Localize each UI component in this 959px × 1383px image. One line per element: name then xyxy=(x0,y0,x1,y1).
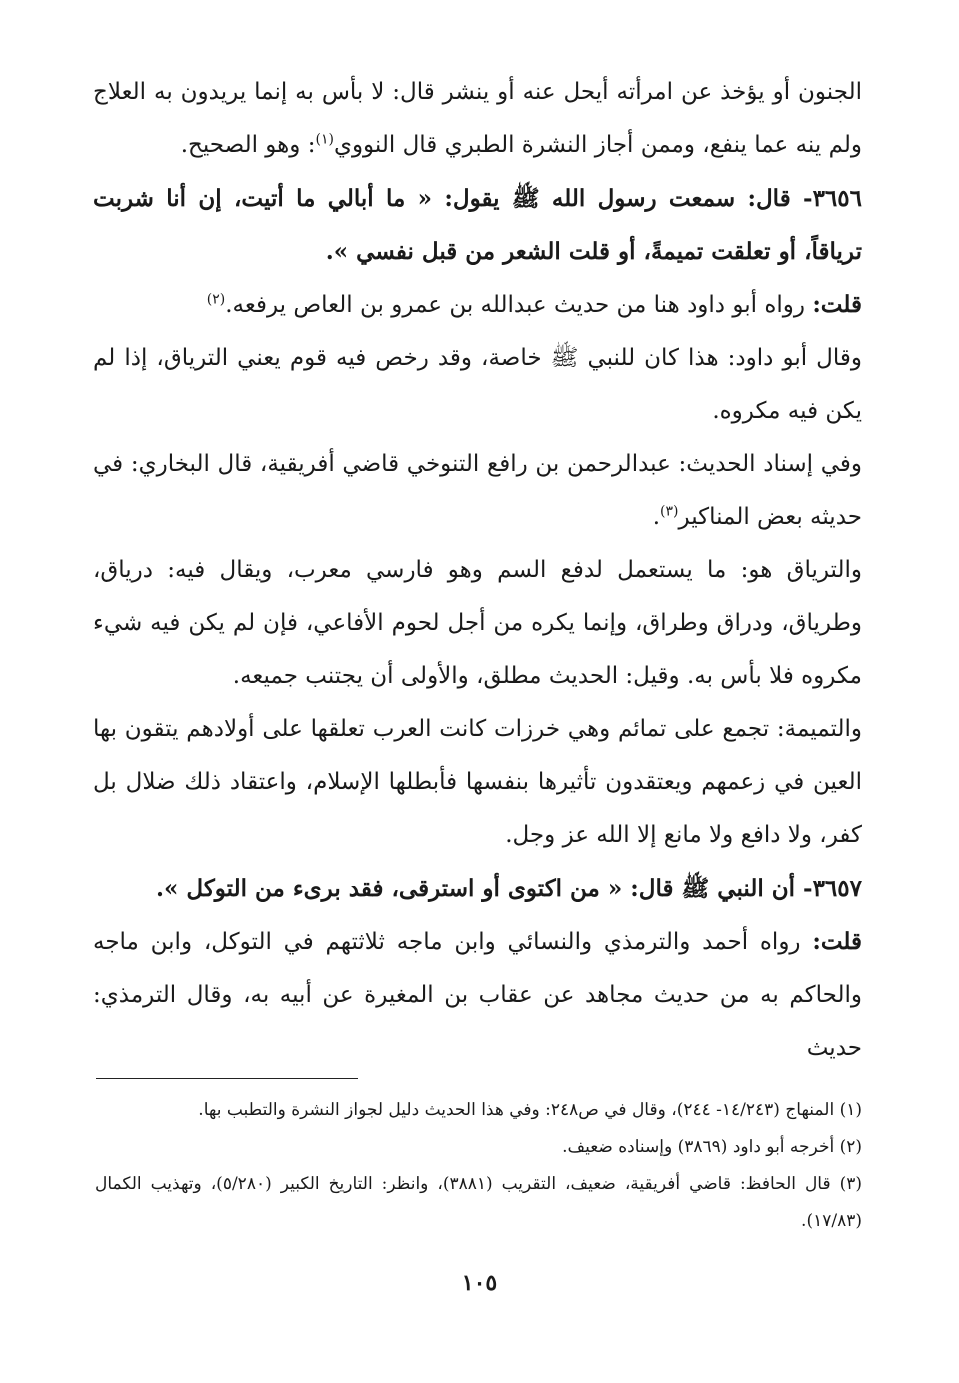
footnote-ref: (١) xyxy=(315,131,334,148)
qultu-label: قلت: xyxy=(812,928,863,955)
paragraph-1 xyxy=(93,66,862,172)
footnote-1: (١) المنهاج (١٤/٢٤٣- ٢٤٤)، وقال في ص٢٤٨: وفي هذا الحديث دليل لجواز النشرة والتطبب بها. xyxy=(198,1100,862,1120)
footnote-2: (٢) أخرجه أبو داود (٣٨٦٩) وإسناده ضعيف. xyxy=(562,1137,862,1157)
paragraph-6 xyxy=(93,544,862,703)
para-text: وفي إسناد الحديث: عبدالرحمن بن رافع التنوخي قاضي أفريقية، قال البخاري: في حديثه بعض المناكير xyxy=(93,451,862,530)
paragraph-5 xyxy=(93,438,862,544)
hadith-3656 xyxy=(93,172,862,278)
para-text: وقال أبو داود: هذا كان للنبي ﷺ خاصة، وقد رخص فيه قوم يعني الترياق، إذا لم يكن فيه مكروه. xyxy=(93,345,862,424)
footnote-3: (٣) قال الحافظ: قاضي أفريقية، ضعيف، التقريب (٣٨٨١)، وانظر: التاريخ الكبير (٥/٢٨٠)، وتهذيب الكمال (١٧/٨٣). xyxy=(95,1174,862,1231)
hadith-text: سمعت رسول الله ﷺ يقول: « ما أبالي ما أتيت، إن أنا شربت ترياقاً، أو تعلقت تميمةً، أو قلت الشعر من قبل نفسي ». xyxy=(93,185,862,265)
page-number: ١٠٥ xyxy=(461,1270,498,1296)
footnote-separator xyxy=(96,1078,358,1079)
para-text: والترياق هو: ما يستعمل لدفع السم وهو فارسي معرب، ويقال فيه: درياق، وطرياق، ودراق وطراق، وإنما يكره من أجل لحوم الأفاعي، فإن لم يكن فيه شيء مكروه فلا بأس به. وقيل: الحديث مطلق، والأولى أن يجتنب جميعه. xyxy=(93,557,862,689)
footnotes xyxy=(95,1092,862,1240)
para-tail: : وهو الصحيح. xyxy=(180,132,316,158)
main-text xyxy=(93,66,862,1075)
footnote-ref: (٣) xyxy=(660,503,679,520)
hadith-text: « من اكتوى أو استرقى، فقد برىء من التوكل ». xyxy=(156,875,623,902)
qultu-label: قلت: xyxy=(812,291,862,318)
para-tail: . xyxy=(652,504,661,530)
hadith-number: ٣٦٥٧- أن النبي ﷺ قال: xyxy=(630,875,862,902)
paragraph-9 xyxy=(93,915,862,1075)
hadith-3657 xyxy=(93,862,862,915)
para-text: رواه أبو داود هنا من حديث عبدالله بن عمرو بن العاص يرفعه. xyxy=(225,292,805,318)
paragraph-4 xyxy=(93,332,862,438)
paragraph-7 xyxy=(93,703,862,862)
para-text: رواه أحمد والترمذي والنسائي وابن ماجه ثلاثتهم في التوكل، وابن ماجه والحاكم به من حديث مجاهد عن عقاب بن المغيرة عن أبيه به، وقال الترمذي: حديث xyxy=(93,929,862,1061)
footnote-ref: (٢) xyxy=(206,291,226,308)
para-text: والتميمة: تجمع على تمائم وهي خرزات كانت العرب تعلقها على أولادهم يتقون بها العين في زعمهم ويعتقدون تأثيرها بنفسها فأبطلها الإسلام، واعتقاد ذلك ضلال بل كفر، ولا دافع ولا مانع إلا الله عز وجل. xyxy=(93,716,862,848)
hadith-number: ٣٦٥٦- قال: xyxy=(747,185,862,212)
para-text: الجنون أو يؤخذ عن امرأته أيحل عنه أو ينشر قال: لا بأس به إنما يريدون به العلاج ولم ينه عما ينفع، وممن أجاز النشرة الطبري قال النووي xyxy=(93,79,862,158)
paragraph-3 xyxy=(93,278,862,332)
